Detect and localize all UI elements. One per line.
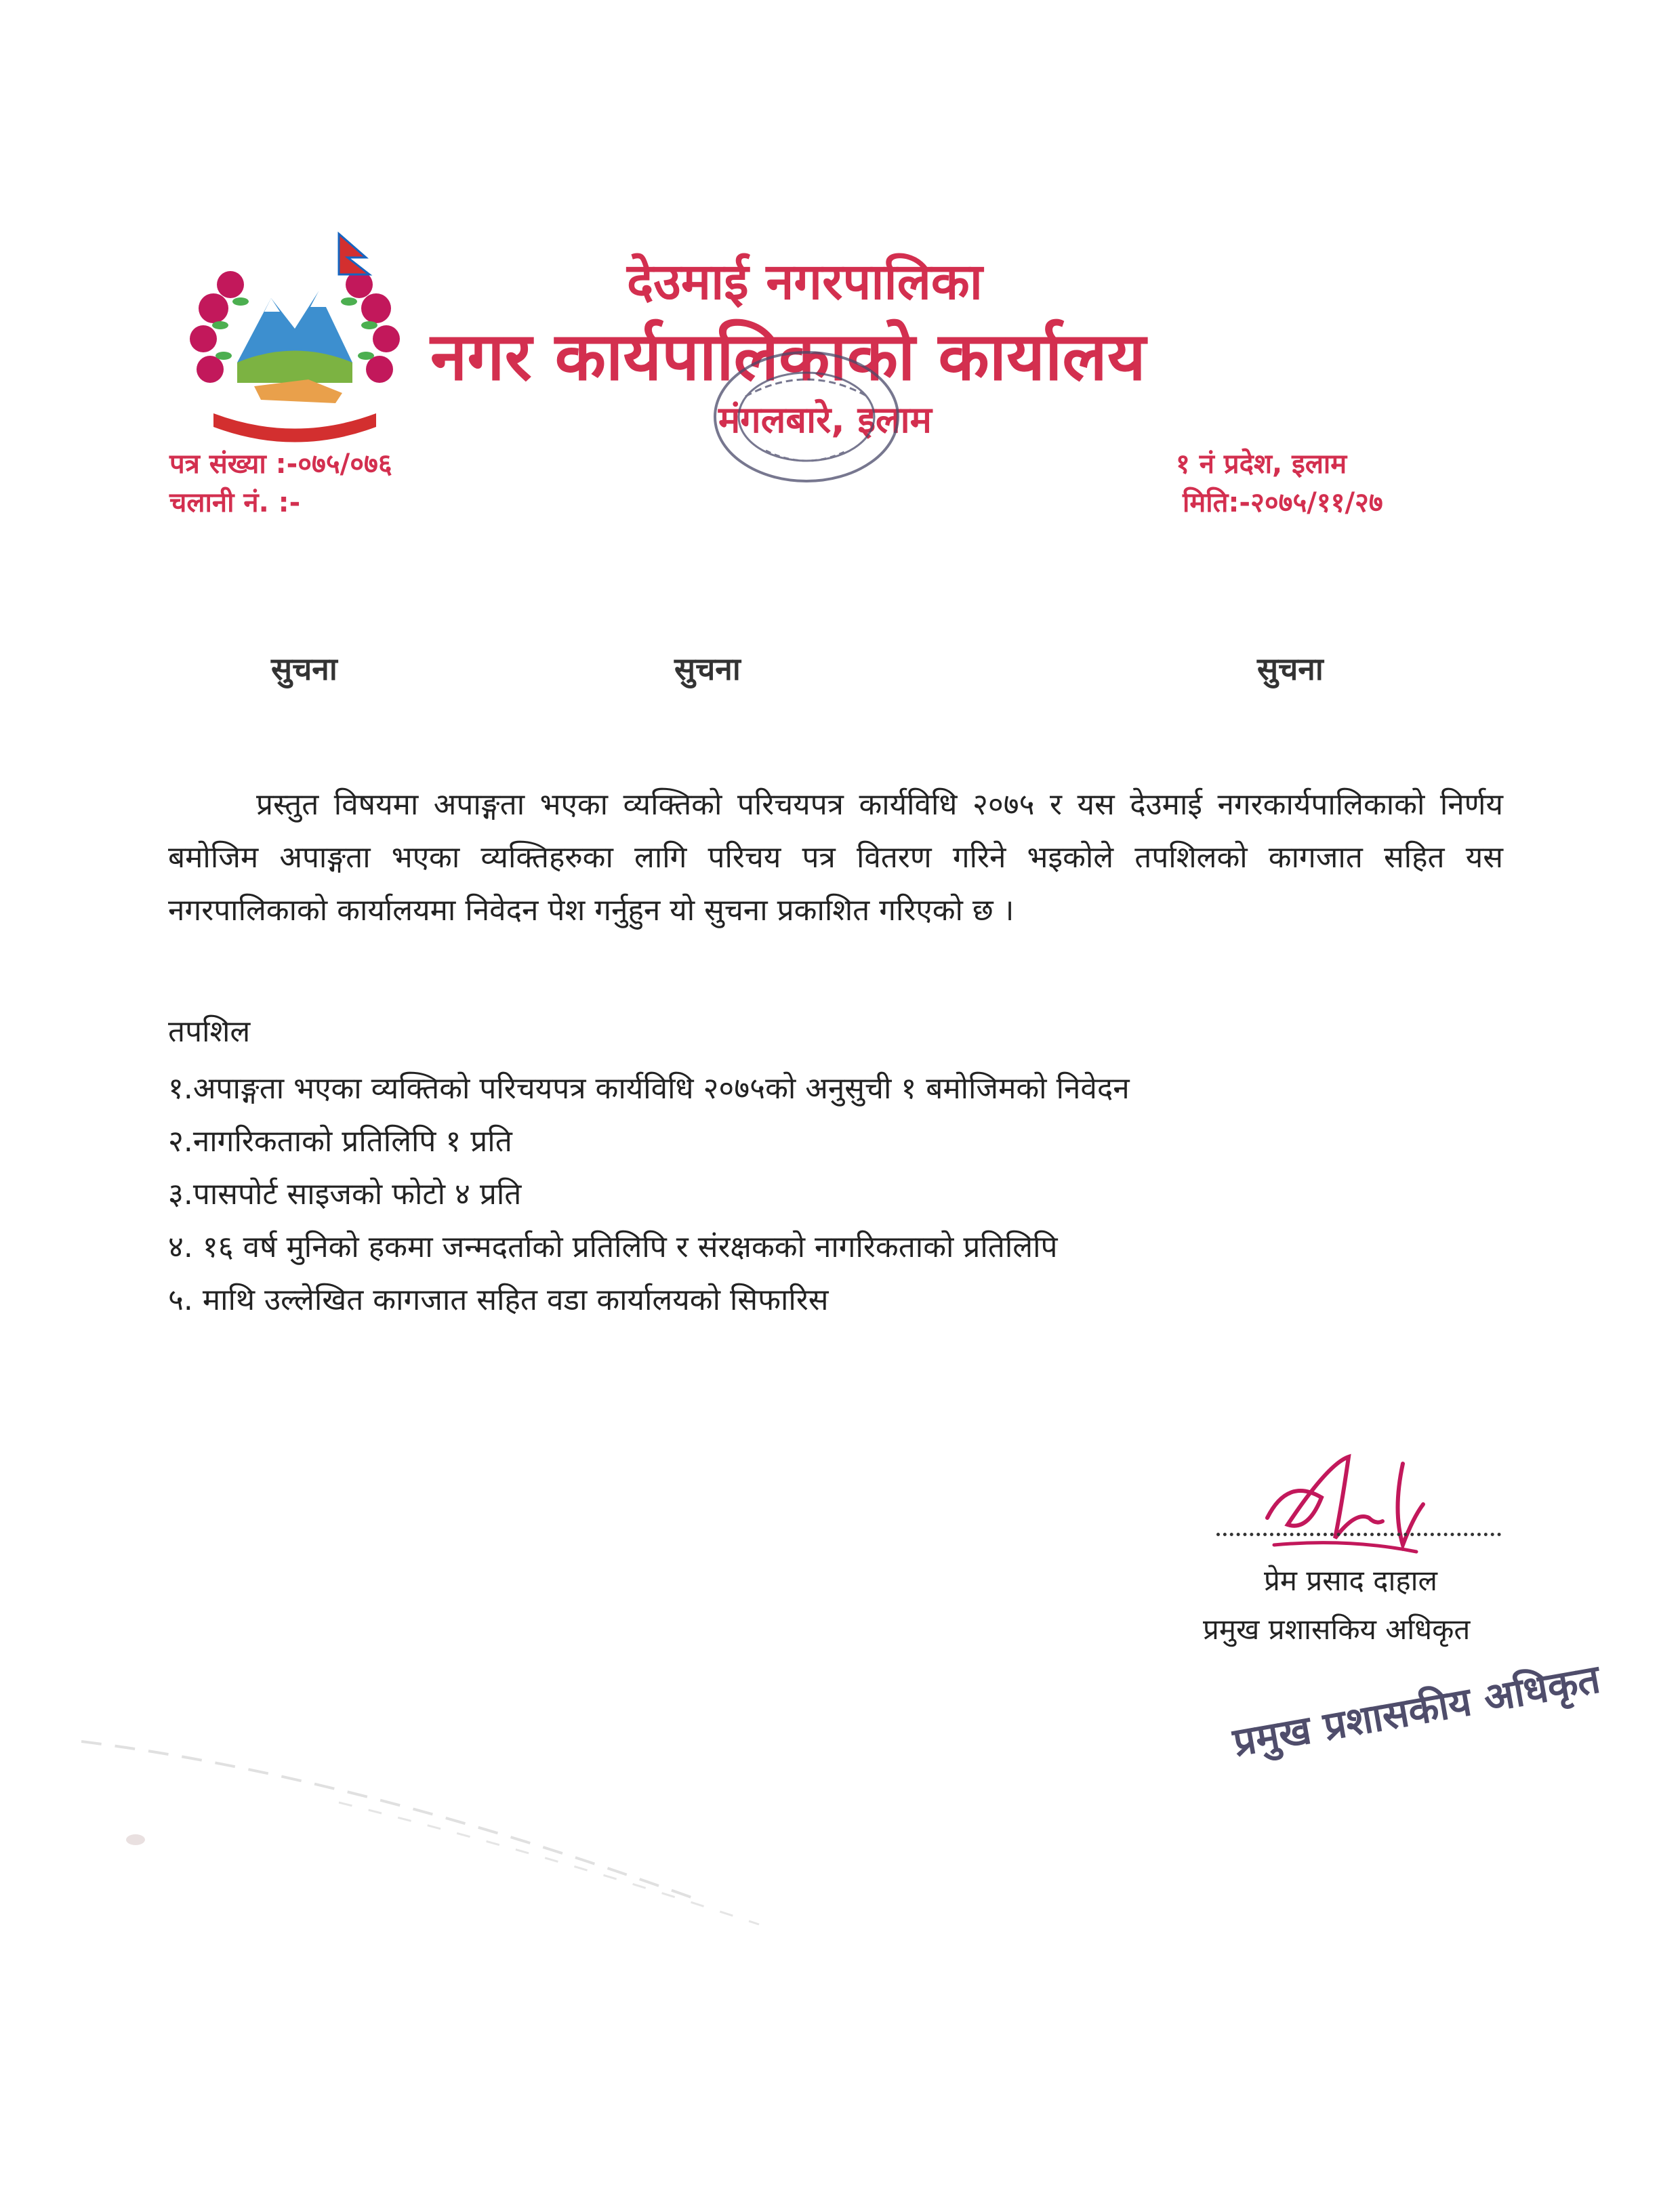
office-name: नगर कार्यपालिकाको कार्यालय [430,318,1146,396]
notice-heading-left: सुचना [271,651,337,687]
requirement-item: १.अपाङ्गता भएका व्यक्तिको परिचयपत्र कार्यविधि २०७५को अनुसुची १ बमोजिमको निवेदन [168,1071,1130,1106]
notice-heading-center: सुचना [674,651,741,687]
handwritten-signature [1247,1437,1477,1572]
requirements-list [168,1062,1130,1327]
province-location: १ नं प्रदेश, इलाम [1176,449,1347,480]
signatory-title: प्रमुख प्रशासकिय अधिकृत [1203,1613,1471,1646]
letter-number: पत्र संख्या :-०७५/०७६ [169,449,392,480]
office-round-stamp [705,342,908,491]
requirement-item: २.नागरिकताको प्रतिलिपि १ प्रति [168,1124,512,1159]
notice-body: प्रस्तुत विषयमा अपाङ्गता भएका व्यक्तिको परिचयपत्र कार्यविधि २०७५ र यस देउमाई नगरकार्यपालिकाको निर्णय बमोजिम अपाङ्गता भएका व्यक्तिहरुका लागि परिचय पत्र वितरण गरिने भइकोले तपशिलको कागजात सहित यस नगरपालिकाको कार्यालयमा निवेदन पेश गर्नुहुन यो सुचना प्रकाशित गरिएको छ । [168,787,1503,928]
dispatch-number: चलानी नं. :- [169,487,301,518]
municipality-name: देउमाई नगरपालिका [627,253,983,311]
requirement-item: ३.पासपोर्ट साइजको फोटो ४ प्रति [168,1177,522,1212]
letter-date: मिति:-२०७५/११/२७ [1183,487,1383,518]
nepal-emblem-logo [173,227,417,451]
requirement-item: ५. माथि उल्लेखित कागजात सहित वडा कार्यालयको सिफारिस [168,1283,829,1317]
title-rubber-stamp: प्रमुख प्रशासकीय अधिकृत [1229,1655,1604,1766]
signatory-name: प्रेम प्रसाद दाहाल [1264,1564,1438,1597]
office-location: मंगलबारे, इलाम [718,398,932,441]
emblem-graphic [173,227,417,451]
notice-heading-right: सुचना [1257,651,1324,687]
requirements-title: तपशिल [168,1014,251,1049]
requirement-item: ४. १६ वर्ष मुनिको हकमा जन्मदर्ताको प्रतिलिपि र संरक्षकको नागरिकताको प्रतिलिपि [168,1230,1058,1264]
bleed-through-marks [81,1721,827,2060]
signature-line [1216,1533,1501,1536]
